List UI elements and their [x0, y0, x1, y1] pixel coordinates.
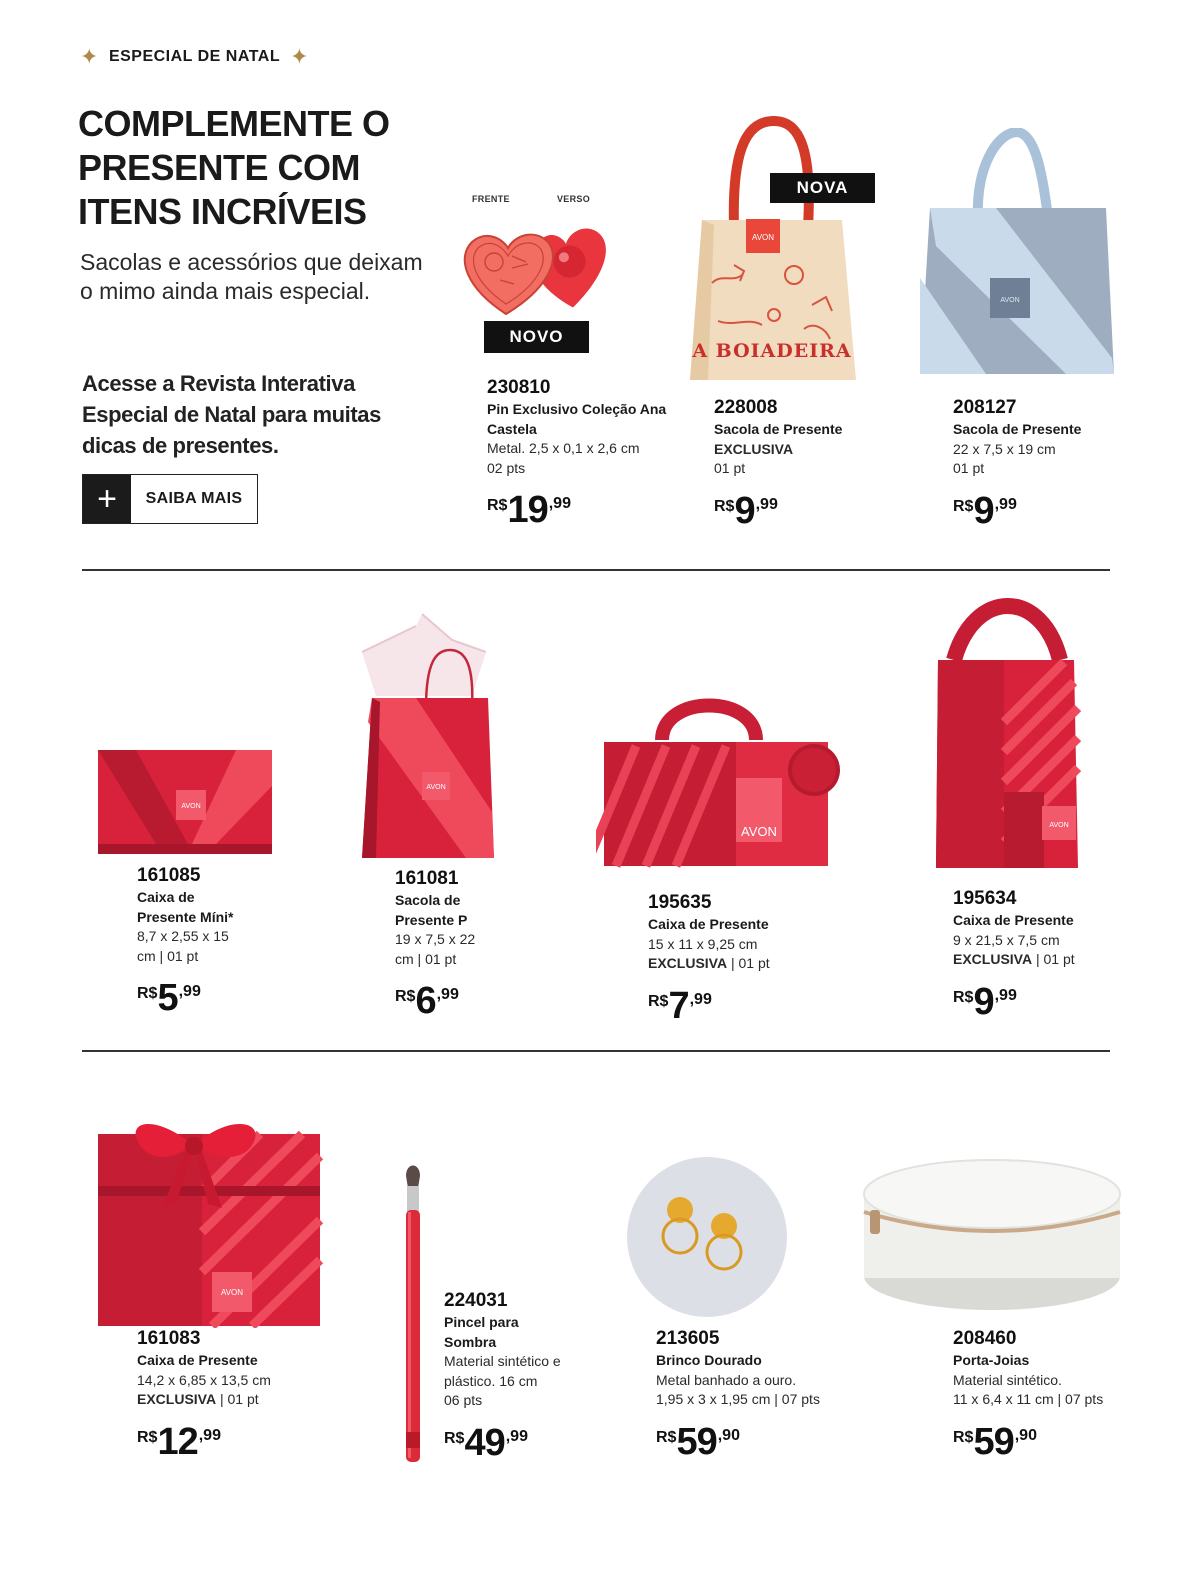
- price-currency: R$: [137, 985, 158, 1002]
- product-points: 06 pts: [444, 1392, 483, 1408]
- svg-text:AVON: AVON: [426, 784, 446, 791]
- price-integer: 12: [157, 1420, 198, 1463]
- kicker-text: ESPECIAL DE NATAL: [108, 48, 281, 65]
- heart-pin-icon: [456, 208, 636, 320]
- product-points: | 01 pt: [216, 1391, 259, 1407]
- product-code: 161081: [395, 868, 459, 889]
- price-currency: R$: [137, 1428, 158, 1446]
- price-integer: 49: [464, 1421, 505, 1464]
- product-code: 208127: [953, 397, 1017, 418]
- page-title: COMPLEMENTE O PRESENTE COM ITENS INCRÍVEIS: [78, 103, 390, 232]
- product-points: | 01 pt: [727, 955, 770, 971]
- price-currency: R$: [714, 497, 735, 515]
- product-code: 230810: [487, 377, 551, 398]
- product-card-228008: [714, 397, 894, 531]
- back-label: VERSO: [557, 194, 591, 204]
- product-points: | 01 pt: [1032, 951, 1075, 967]
- price-currency: R$: [953, 497, 974, 515]
- product-points: 11 x 6,4 x 11 cm | 07 pts: [953, 1391, 1104, 1407]
- product-name: Sacola de Presente: [953, 421, 1082, 437]
- price-integer: 6: [415, 980, 436, 1022]
- product-code: 228008: [714, 397, 778, 418]
- product-name: Caixa de Presente: [953, 912, 1074, 928]
- product-card-161081: [395, 868, 545, 1021]
- product-desc: 19 x 7,5 x 22 cm | 01 pt: [395, 931, 476, 967]
- price-cents: ,99: [548, 495, 571, 512]
- jewelry-box-image: [860, 1154, 1124, 1314]
- product-card-161083: [137, 1328, 317, 1462]
- price-currency: R$: [953, 988, 974, 1006]
- product-price: [395, 981, 545, 1021]
- product-code: 195634: [953, 888, 1017, 909]
- price-currency: R$: [444, 1429, 465, 1447]
- product-card-208460: [953, 1328, 1153, 1462]
- product-desc: Material sintético.: [953, 1371, 1062, 1388]
- product-points: 01 pt: [714, 460, 746, 476]
- price-cents: ,99: [178, 983, 201, 1000]
- product-price: [953, 982, 1133, 1022]
- plus-icon: +: [83, 475, 131, 523]
- product-code: 208460: [953, 1328, 1017, 1349]
- product-price: [137, 1422, 317, 1462]
- price-integer: 59: [973, 1420, 1014, 1463]
- price-integer: 7: [668, 984, 689, 1027]
- front-label: FRENTE: [472, 194, 510, 204]
- svg-text:AVON: AVON: [181, 803, 201, 810]
- product-exclusive: [648, 954, 828, 974]
- price-cents: ,99: [689, 990, 712, 1008]
- product-name: Sacola de Presente: [714, 421, 843, 437]
- exclusive-tag: EXCLUSIVA: [953, 951, 1033, 967]
- price-currency: R$: [648, 992, 669, 1010]
- svg-text:AVON: AVON: [220, 1288, 244, 1297]
- product-price: [656, 1422, 856, 1462]
- saiba-mais-button[interactable]: [82, 474, 258, 524]
- product-card-161085: [137, 865, 287, 1018]
- product-desc: 22 x 7,5 x 19 cm: [953, 440, 1056, 457]
- product-name: Sacola de Presente P: [395, 892, 468, 928]
- saiba-mais-label: SAIBA MAIS: [145, 490, 243, 507]
- earrings-image: [626, 1156, 788, 1318]
- handle-box-image: [596, 686, 844, 878]
- product-exclusive: EXCLUSIVA: [714, 440, 794, 457]
- product-price: [953, 491, 1133, 531]
- section-divider: [82, 569, 1110, 571]
- price-currency: R$: [395, 988, 416, 1005]
- pin-image: [456, 190, 636, 320]
- product-price: [648, 986, 828, 1026]
- product-code: 195635: [648, 892, 712, 913]
- price-cents: ,90: [717, 1426, 740, 1444]
- price-currency: R$: [487, 497, 508, 514]
- product-exclusive: [953, 950, 1133, 970]
- price-cents: ,99: [994, 986, 1017, 1004]
- section-divider: [82, 1050, 1110, 1052]
- product-points: 1,95 x 3 x 1,95 cm | 07 pts: [656, 1391, 820, 1407]
- product-desc: Material sintético e plástico. 16 cm: [444, 1353, 561, 1389]
- product-price: [137, 978, 287, 1018]
- product-name: Pin Exclusivo Coleção Ana Castela: [487, 401, 667, 437]
- product-price: [444, 1423, 574, 1463]
- product-points: 02 pts: [487, 459, 526, 476]
- price-cents: ,99: [198, 1426, 221, 1444]
- svg-text:AVON: AVON: [1000, 297, 1020, 304]
- product-desc: 15 x 11 x 9,25 cm: [648, 935, 758, 952]
- badge-nova: NOVA: [770, 173, 875, 203]
- product-price: [487, 490, 677, 530]
- price-cents: ,99: [505, 1427, 528, 1445]
- product-desc: 8,7 x 2,55 x 15 cm | 01 pt: [137, 928, 229, 964]
- badge-novo: NOVO: [484, 321, 589, 353]
- product-card-208127: [953, 397, 1133, 531]
- price-cents: ,90: [1014, 1426, 1037, 1444]
- product-card-230810: [487, 377, 677, 530]
- product-code: 161083: [137, 1328, 201, 1349]
- exclusive-tag: EXCLUSIVA: [137, 1391, 217, 1407]
- price-integer: 59: [676, 1420, 717, 1463]
- price-integer: 5: [157, 977, 178, 1019]
- product-name: Caixa de Presente Míni*: [137, 889, 234, 925]
- price-cents: ,99: [994, 495, 1017, 513]
- price-currency: R$: [656, 1428, 677, 1446]
- section-kicker: [80, 46, 309, 68]
- bag-print-text: A BOIADEIRA: [692, 340, 852, 362]
- product-desc: 9 x 21,5 x 7,5 cm: [953, 931, 1060, 948]
- price-integer: 9: [734, 489, 755, 532]
- price-currency: R$: [953, 1428, 974, 1446]
- promo-text: Acesse a Revista Interativa Especial de Natal para muitas dicas de presentes.: [82, 371, 381, 458]
- tall-box-image: [934, 582, 1082, 872]
- brush-image: [400, 1160, 426, 1466]
- product-desc: 14,2 x 6,85 x 13,5 cm: [137, 1371, 271, 1388]
- product-code: 161085: [137, 865, 201, 886]
- product-card-224031: [444, 1290, 574, 1463]
- product-name: Caixa de Presente: [137, 1352, 258, 1368]
- svg-text:AVON: AVON: [741, 824, 777, 839]
- product-desc: Metal banhado a ouro.: [656, 1371, 797, 1388]
- product-price: [714, 491, 894, 531]
- exclusive-tag: EXCLUSIVA: [648, 955, 728, 971]
- product-name: Porta-Joias: [953, 1352, 1030, 1368]
- sparkle-icon: ✦: [290, 44, 310, 69]
- price-integer: 9: [973, 489, 994, 532]
- price-cents: ,99: [755, 495, 778, 513]
- product-code: 213605: [656, 1328, 720, 1349]
- page-subtitle: Sacolas e acessórios que deixam o mimo ainda mais especial.: [80, 249, 423, 304]
- svg-text:AVON: AVON: [1049, 822, 1069, 829]
- product-card-213605: [656, 1328, 856, 1462]
- product-points: 01 pt: [953, 460, 985, 476]
- blue-bag-image: [916, 128, 1114, 380]
- price-integer: 9: [973, 980, 994, 1023]
- product-code: 224031: [444, 1290, 508, 1311]
- product-exclusive: [137, 1390, 317, 1410]
- bow-box-image: [92, 1112, 326, 1328]
- product-card-195635: [648, 892, 828, 1026]
- price-cents: ,99: [436, 986, 459, 1003]
- price-integer: 19: [507, 489, 548, 531]
- small-bag-image: [356, 612, 498, 860]
- product-name: Brinco Dourado: [656, 1352, 762, 1368]
- svg-text:AVON: AVON: [751, 233, 775, 242]
- product-name: Pincel para Sombra: [444, 1314, 519, 1350]
- product-desc: Metal. 2,5 x 0,1 x 2,6 cm: [487, 440, 640, 456]
- product-card-195634: [953, 888, 1133, 1022]
- sparkle-icon: ✦: [80, 44, 99, 69]
- product-name: Caixa de Presente: [648, 916, 769, 932]
- product-price: [953, 1422, 1153, 1462]
- mini-box-image: [96, 746, 274, 858]
